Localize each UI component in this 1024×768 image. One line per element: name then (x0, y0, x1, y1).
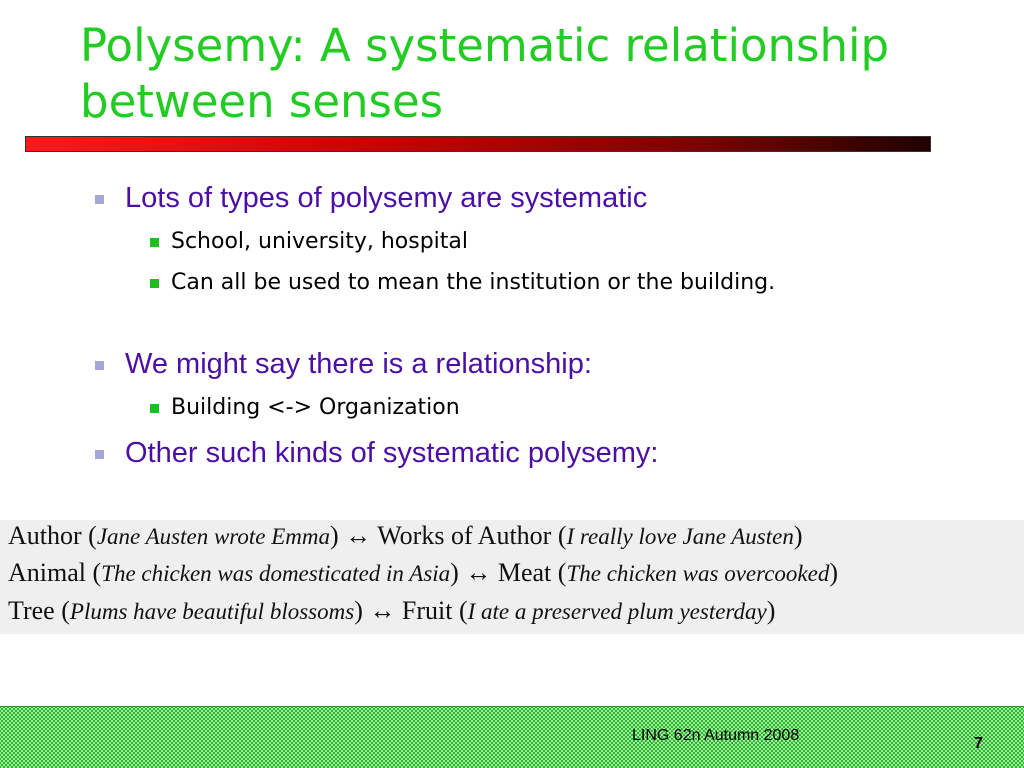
page-number: 7 (974, 735, 983, 752)
bidirectional-arrow-icon: ↔ (345, 521, 372, 550)
bullet-marker-level2 (150, 279, 159, 288)
bullet-other-kinds: Other such kinds of systematic polysemy: (125, 437, 659, 469)
sub-bullet-school-examples: School, university, hospital (171, 229, 468, 254)
example-row-tree: Tree (Plums have beautiful blossoms) ↔ Fruit (I ate a preserved plum yesterday) (8, 596, 776, 625)
bidirectional-arrow-icon: ↔ (465, 558, 492, 587)
bullet-marker-level2 (150, 404, 159, 413)
bullet-marker-level1 (95, 450, 104, 459)
bidirectional-arrow-icon: ↔ (369, 596, 396, 625)
example-sentence: The chicken was overcooked (566, 561, 830, 586)
sense-label: Fruit (401, 596, 453, 625)
example-row-animal: Animal (The chicken was domesticated in Asia) ↔ Meat (The chicken was overcooked) (8, 558, 839, 587)
sense-label: Animal (8, 558, 86, 587)
bullet-relationship: We might say there is a relationship: (125, 348, 592, 380)
bullet-marker-level1 (95, 195, 104, 204)
example-row-author: Author (Jane Austen wrote Emma) ↔ Works of Author (I really love Jane Austen) (8, 521, 803, 550)
title-divider-bar (25, 136, 931, 152)
slide-footer (0, 706, 1024, 768)
bullet-marker-level1 (95, 361, 104, 370)
sub-bullet-institution-building: Can all be used to mean the institution or the building. (171, 270, 776, 295)
example-sentence: I ate a preserved plum yesterday (467, 599, 767, 624)
footer-course-label: LING 62n Autumn 2008 (632, 727, 800, 744)
sense-label: Tree (8, 596, 55, 625)
polysemy-examples-panel (0, 520, 1024, 634)
example-sentence: The chicken was domesticated in Asia (101, 561, 451, 586)
example-sentence: Plums have beautiful blossoms (69, 599, 355, 624)
sense-label: Works of Author (377, 521, 552, 550)
bullet-systematic-polysemy: Lots of types of polysemy are systematic (125, 182, 648, 214)
sense-label: Meat (497, 558, 552, 587)
example-sentence: Jane Austen wrote Emma (96, 524, 330, 549)
example-sentence: I really love Jane Austen (566, 524, 794, 549)
slide-title: Polysemy: A systematic relationship between senses (80, 19, 890, 128)
sense-label: Author (8, 521, 82, 550)
sub-bullet-building-organization: Building <-> Organization (171, 395, 460, 420)
bullet-marker-level2 (150, 238, 159, 247)
